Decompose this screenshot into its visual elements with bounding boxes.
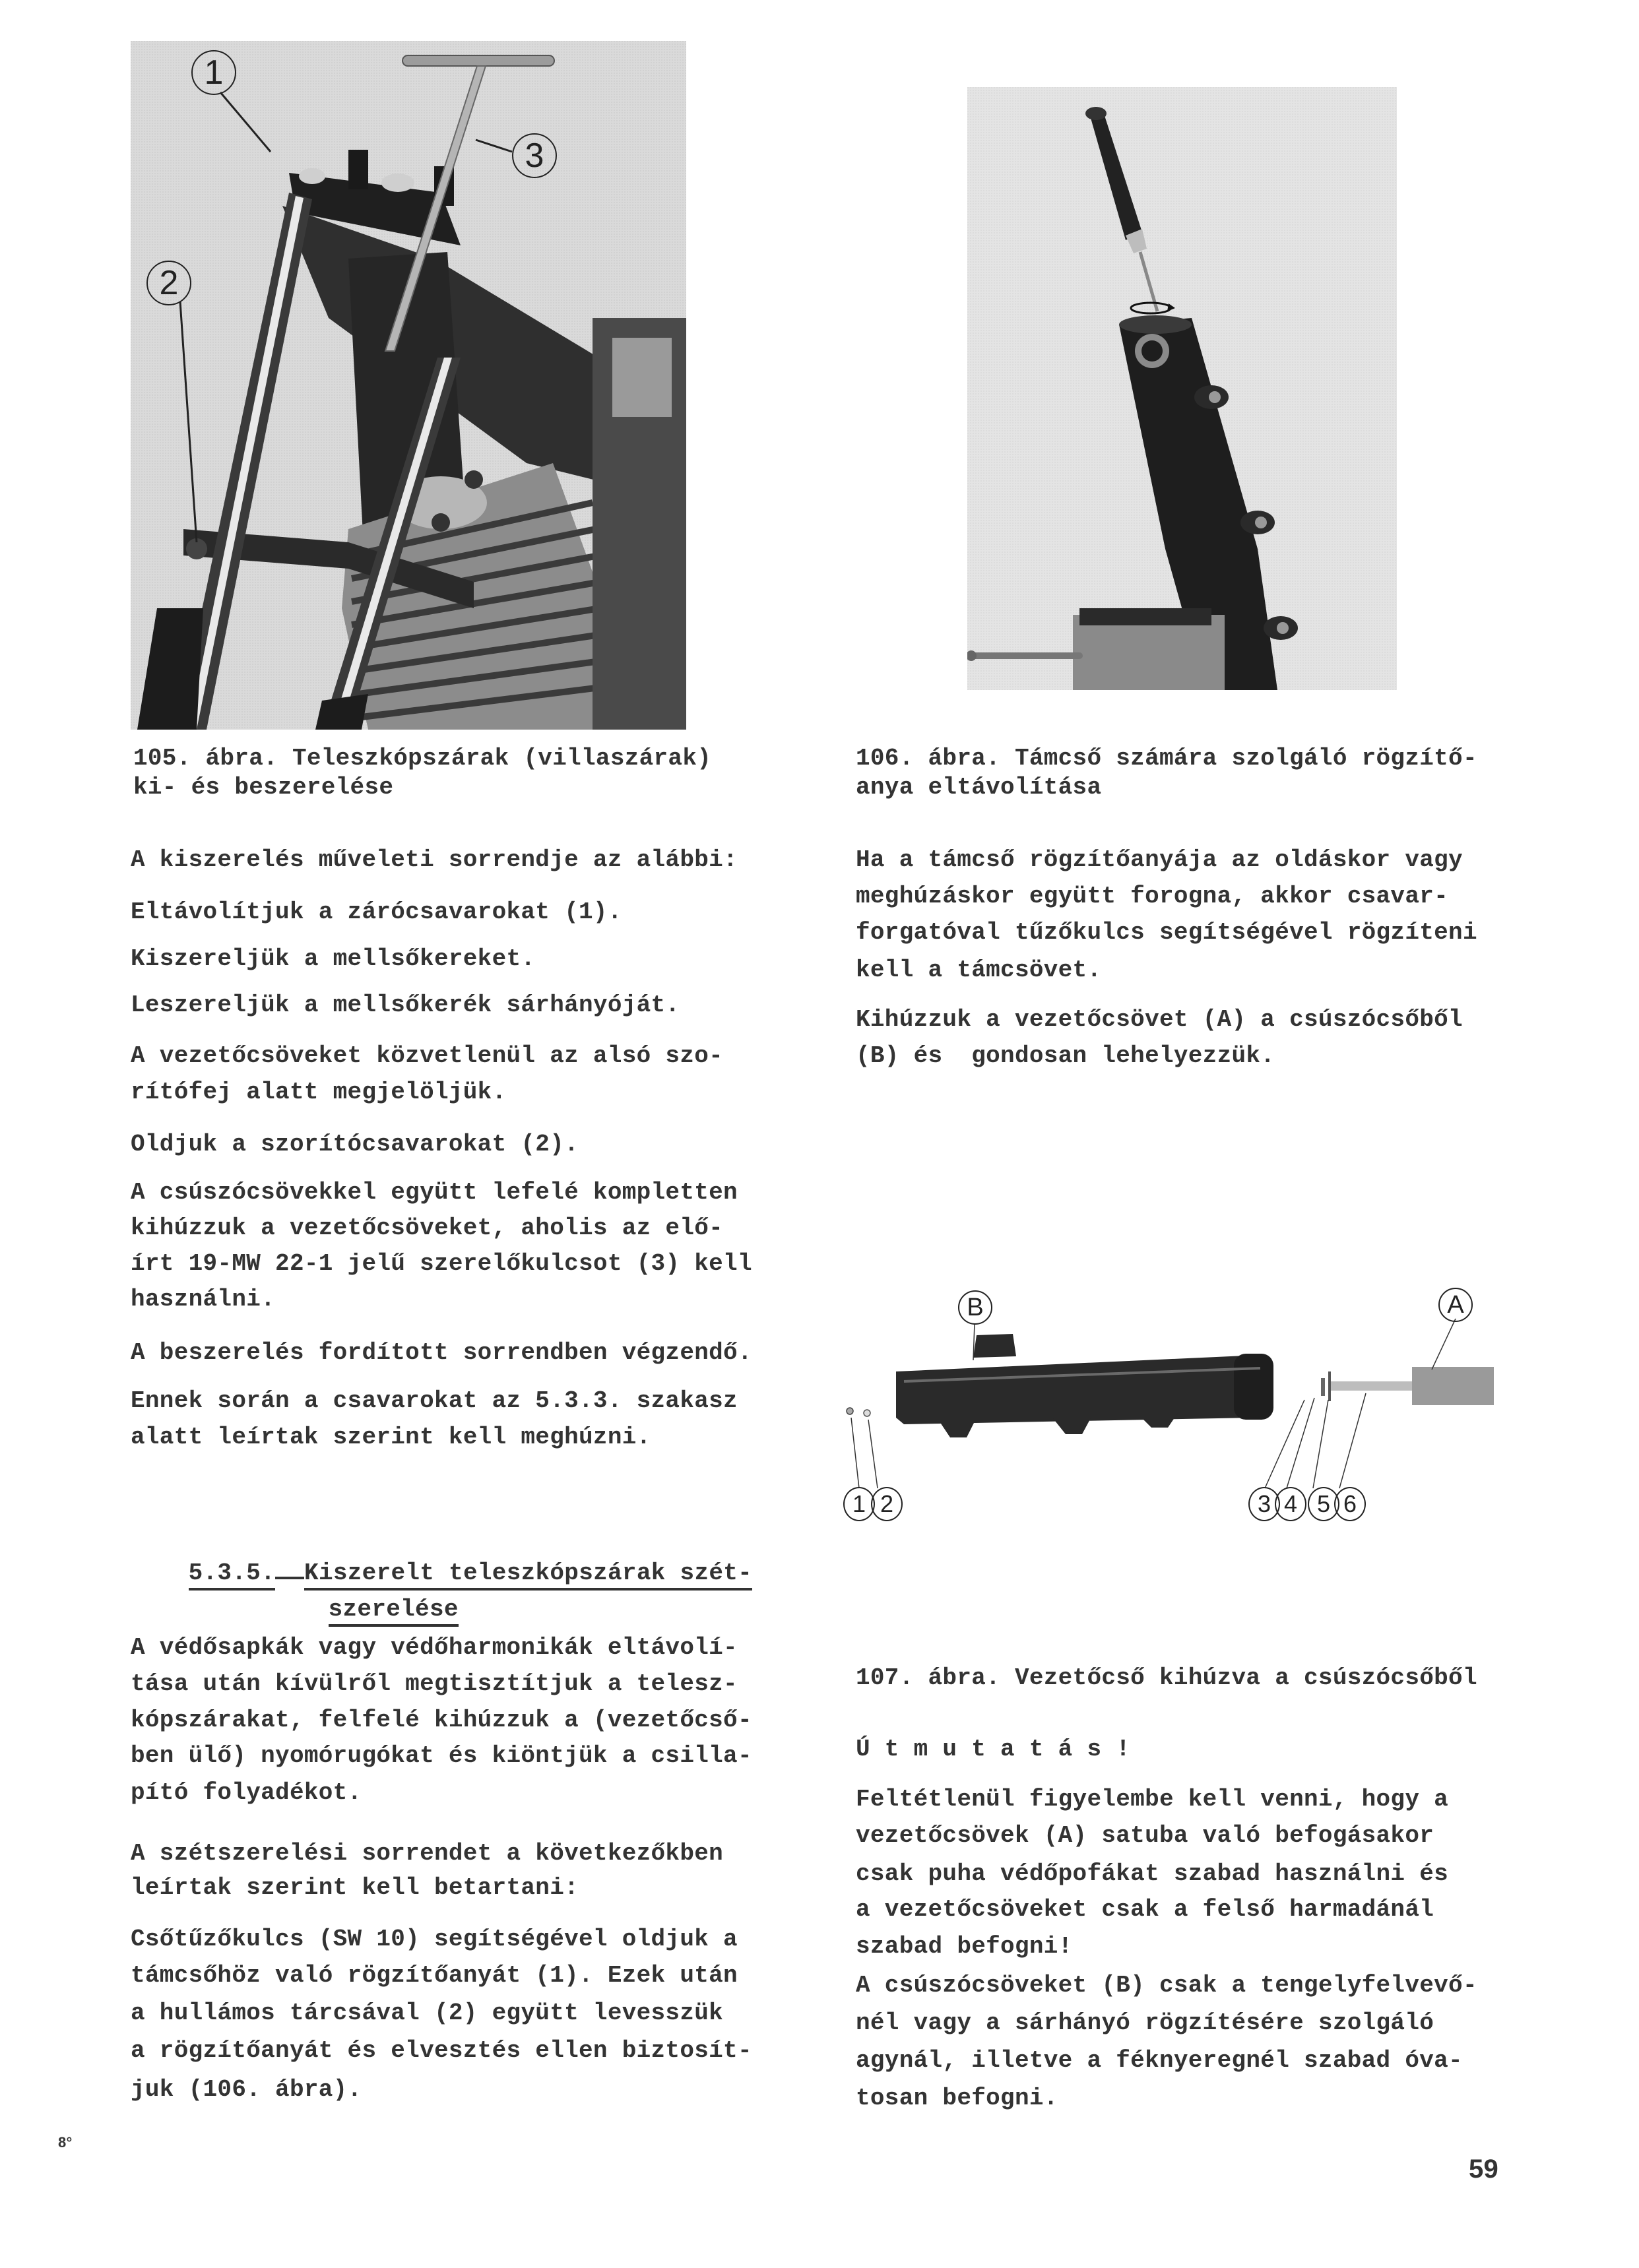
para-line: (B) és gondosan lehelyezzük. bbox=[856, 1042, 1275, 1069]
callout-A: A bbox=[1438, 1288, 1473, 1322]
para-line: pító folyadékot. bbox=[131, 1779, 362, 1806]
notice-line: A csúszócsöveket (B) csak a tengelyfelvevő- bbox=[856, 1972, 1477, 1999]
notice-line: agynál, illetve a féknyeregnél szabad óva- bbox=[856, 2047, 1463, 2074]
figure-105-caption-line1: 105. ábra. Teleszkópszárak (villaszárak) bbox=[133, 745, 712, 772]
para-line: juk (106. ábra). bbox=[131, 2076, 362, 2103]
para-line: a rögzítőanyát és elvesztés ellen biztosít- bbox=[131, 2037, 752, 2064]
figure-105-caption-line2: ki- és beszerelése bbox=[133, 774, 394, 801]
para-line: kell a támcsövet. bbox=[856, 957, 1102, 984]
page-number: 59 bbox=[1469, 2155, 1499, 2184]
figure-107-photo bbox=[838, 1276, 1494, 1523]
section-number: 5.3.5. bbox=[189, 1559, 275, 1591]
figure-106-photo bbox=[967, 87, 1397, 690]
notice-line: csak puha védőpofákat szabad használni és bbox=[856, 1860, 1449, 1887]
step-line: A csúszócsövekkel együtt lefelé kompletten bbox=[131, 1179, 738, 1206]
para-line: forgatóval tűzőkulcs segítségével rögzíteni bbox=[856, 919, 1477, 946]
step-line: Oldjuk a szorítócsavarokat (2). bbox=[131, 1131, 579, 1158]
para-line: ben ülő) nyomórugókat és kiöntjük a csilla- bbox=[131, 1742, 752, 1769]
callout-1: 1 bbox=[843, 1487, 875, 1521]
callout-2: 2 bbox=[871, 1487, 903, 1521]
screwdriver-nut-removal-illustration bbox=[967, 87, 1397, 690]
para-line: Kihúzzuk a vezetőcsövet (A) a csúszócsőből bbox=[856, 1006, 1463, 1033]
figure-106-caption-line2: anya eltávolítása bbox=[856, 774, 1102, 801]
fork-assembly-illustration bbox=[131, 41, 686, 730]
callout-5: 5 bbox=[1308, 1487, 1339, 1521]
callout-B: B bbox=[958, 1290, 992, 1325]
para-line: A szétszerelési sorrendet a következőkben bbox=[131, 1840, 724, 1867]
step-line: Kiszereljük a mellsőkereket. bbox=[131, 945, 536, 972]
callout-6: 6 bbox=[1334, 1487, 1366, 1521]
figure-107-caption: 107. ábra. Vezetőcső kihúzva a csúszócsőből bbox=[856, 1664, 1477, 1691]
callout-3: 3 bbox=[1248, 1487, 1280, 1521]
step-line: Ennek során a csavarokat az 5.3.3. szakasz bbox=[131, 1387, 738, 1414]
callout-1: 1 bbox=[191, 50, 236, 95]
para-line: a hullámos tárcsával (2) együtt levesszük bbox=[131, 2000, 724, 2027]
para-line: A védősapkák vagy védőharmonikák eltávolí- bbox=[131, 1634, 738, 1661]
notice-line: Feltétlenül figyelembe kell venni, hogy a bbox=[856, 1786, 1449, 1813]
figure-106-caption-line1: 106. ábra. Támcső számára szolgáló rögzítő- bbox=[856, 745, 1477, 772]
para-line: Csőtűzőkulcs (SW 10) segítségével oldjuk a bbox=[131, 1926, 738, 1953]
step-line: rítófej alatt megjelöljük. bbox=[131, 1079, 507, 1106]
notice-line: szabad befogni! bbox=[856, 1933, 1073, 1960]
para-line: meghúzáskor együtt forogna, akkor csavar- bbox=[856, 883, 1449, 910]
notice-line: vezetőcsövek (A) satuba való befogásakor bbox=[856, 1822, 1434, 1849]
notice-line: tosan befogni. bbox=[856, 2085, 1058, 2112]
section-title-cont: szerelése bbox=[329, 1596, 459, 1627]
para-line: kópszárakat, felfelé kihúzzuk a (vezetőcső- bbox=[131, 1707, 752, 1734]
step-line: A vezetőcsöveket közvetlenül az alsó szo- bbox=[131, 1042, 724, 1069]
step-line: alatt leírtak szerint kell meghúzni. bbox=[131, 1424, 651, 1451]
callout-4: 4 bbox=[1275, 1487, 1306, 1521]
notice-line: nél vagy a sárhányó rögzítésére szolgáló bbox=[856, 2009, 1434, 2036]
notice-line: a vezetőcsöveket csak a felső harmadánál bbox=[856, 1896, 1434, 1923]
step-line: használni. bbox=[131, 1286, 276, 1313]
callout-2: 2 bbox=[146, 261, 191, 305]
para-line: leírtak szerint kell betartani: bbox=[131, 1874, 579, 1901]
fork-tube-exploded-illustration bbox=[838, 1276, 1494, 1523]
step-line: Leszereljük a mellsőkerék sárhányóját. bbox=[131, 992, 680, 1019]
section-title: Kiszerelt teleszkópszárak szét- bbox=[304, 1559, 752, 1591]
step-line: A beszerelés fordított sorrendben végzendő. bbox=[131, 1339, 752, 1366]
para-line: tása után kívülről megtisztítjuk a telesz- bbox=[131, 1670, 738, 1697]
notice-heading: Ú t m u t a t á s ! bbox=[856, 1736, 1131, 1763]
step-line: kihúzzuk a vezetőcsöveket, aholis az elő- bbox=[131, 1214, 724, 1242]
intro-text: A kiszerelés műveleti sorrendje az alábbi: bbox=[131, 846, 738, 873]
step-line: Eltávolítjuk a zárócsavarokat (1). bbox=[131, 898, 622, 926]
figure-105-photo bbox=[131, 41, 686, 730]
signature-mark: 8° bbox=[58, 2134, 73, 2151]
para-line: Ha a támcső rögzítőanyája az oldáskor vagy bbox=[856, 846, 1463, 873]
para-line: támcsőhöz való rögzítőanyát (1). Ezek után bbox=[131, 1962, 738, 1989]
callout-3: 3 bbox=[512, 133, 557, 178]
step-line: írt 19-MW 22-1 jelű szerelőkulcsot (3) kell bbox=[131, 1250, 752, 1277]
